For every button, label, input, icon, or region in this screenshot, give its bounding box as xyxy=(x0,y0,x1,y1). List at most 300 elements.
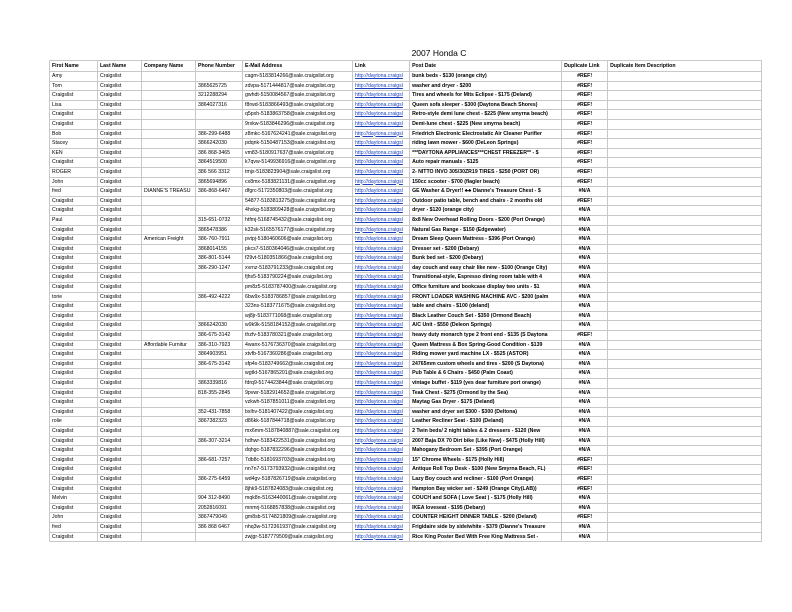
phone-cell: 386-310-7923 xyxy=(196,340,243,350)
link-cell[interactable]: http://daytona.craigsl xyxy=(353,417,410,427)
table-row xyxy=(50,215,762,225)
link-cell[interactable]: http://daytona.craigsl xyxy=(353,167,410,177)
first-name-cell: Craigslist xyxy=(50,91,98,101)
email-cell: zdvpa-5171444817@sale.craigslist.org xyxy=(243,81,353,91)
phone-cell xyxy=(196,465,243,475)
table-row xyxy=(50,311,762,321)
duplicate-link-cell: #N/A xyxy=(562,407,608,417)
post-cell: bunk beds - $130 (orange city) xyxy=(410,72,562,82)
duplicate-link-cell: #REF! xyxy=(562,91,608,101)
duplicate-description-cell xyxy=(608,350,762,360)
post-cell: table and chairs - $100 (deland) xyxy=(410,302,562,312)
header-duplicate-link[interactable]: Duplicate Link xyxy=(562,61,608,72)
duplicate-link-cell: #N/A xyxy=(562,388,608,398)
last-name-cell: Craigslist xyxy=(98,72,142,82)
link-cell[interactable]: http://daytona.craigsl xyxy=(353,446,410,456)
link-cell[interactable]: http://daytona.craigsl xyxy=(353,283,410,293)
header-email-address[interactable]: E-Mail Address xyxy=(243,61,353,72)
link-cell[interactable]: http://daytona.craigsl xyxy=(353,244,410,254)
table-row xyxy=(50,513,762,523)
table-body xyxy=(50,72,762,542)
link-cell[interactable]: http://daytona.craigsl xyxy=(353,158,410,168)
first-name-cell: Craigslist xyxy=(50,359,98,369)
email-cell: gm8sb-5174821809@sale.craigslist.org xyxy=(243,513,353,523)
post-cell: Hampton Bay wicker set - $249 (Orange City(LAB)) xyxy=(410,484,562,494)
post-cell: Frigidaire side by side/white - $379 (Dianne's Treasure xyxy=(410,522,562,532)
duplicate-description-cell xyxy=(608,522,762,532)
email-cell: zwjgr-5187779509@sale.craigslist.org xyxy=(243,532,353,542)
post-cell: Lazy Boy couch and recliner - $100 (Port Orange) xyxy=(410,474,562,484)
company-cell xyxy=(142,196,196,206)
phone-cell: 3212288294 xyxy=(196,91,243,101)
first-name-cell: Craigslist xyxy=(50,340,98,350)
link-cell[interactable]: http://daytona.craigsl xyxy=(353,388,410,398)
table-row xyxy=(50,148,762,158)
last-name-cell: Craigslist xyxy=(98,244,142,254)
phone-cell: 386 566 3312 xyxy=(196,167,243,177)
duplicate-description-cell xyxy=(608,321,762,331)
post-cell: Mahogany Bedroom Set - $395 (Port Orange) xyxy=(410,446,562,456)
table-row xyxy=(50,388,762,398)
email-cell: z8mkc-5167624241@sale.craigslist.org xyxy=(243,129,353,139)
last-name-cell: Craigslist xyxy=(98,359,142,369)
table-row xyxy=(50,244,762,254)
table-row xyxy=(50,139,762,149)
table-row xyxy=(50,263,762,273)
company-cell xyxy=(142,110,196,120)
first-name-cell: Craigslist xyxy=(50,311,98,321)
duplicate-link-cell: #REF! xyxy=(562,167,608,177)
phone-cell: 3865694896 xyxy=(196,177,243,187)
post-cell: Demi-lune chest - $225 (New smyrna beach) xyxy=(410,119,562,129)
duplicate-description-cell xyxy=(608,110,762,120)
header-duplicate-item-description[interactable]: Duplicate Item Description xyxy=(608,61,762,72)
link-cell[interactable]: http://daytona.craigsl xyxy=(353,484,410,494)
first-name-cell: torie xyxy=(50,292,98,302)
first-name-cell: Craigslist xyxy=(50,446,98,456)
link-cell[interactable]: http://daytona.craigsl xyxy=(353,273,410,283)
link-cell[interactable]: http://daytona.craigsl xyxy=(353,311,410,321)
duplicate-description-cell xyxy=(608,417,762,427)
last-name-cell: Craigslist xyxy=(98,532,142,542)
link-cell[interactable]: http://daytona.craigsl xyxy=(353,148,410,158)
link-cell[interactable]: http://daytona.craigsl xyxy=(353,321,410,331)
email-cell: thzfv-5183780321@sale.craigslist.org xyxy=(243,331,353,341)
first-name-cell: rolie xyxy=(50,417,98,427)
phone-cell: 3867382323 xyxy=(196,417,243,427)
duplicate-description-cell xyxy=(608,187,762,197)
last-name-cell: Craigslist xyxy=(98,407,142,417)
last-name-cell: Craigslist xyxy=(98,196,142,206)
link-cell[interactable]: http://daytona.craigsl xyxy=(353,350,410,360)
duplicate-description-cell xyxy=(608,474,762,484)
phone-cell: 904 312-8490 xyxy=(196,494,243,504)
link-cell[interactable]: http://daytona.craigsl xyxy=(353,263,410,273)
duplicate-description-cell xyxy=(608,139,762,149)
post-cell: Riding mower yard machine LX - $525 (ASTOR) xyxy=(410,350,562,360)
table-row xyxy=(50,503,762,513)
duplicate-link-cell: #REF! xyxy=(562,129,608,139)
company-cell xyxy=(142,206,196,216)
company-cell xyxy=(142,167,196,177)
duplicate-description-cell xyxy=(608,244,762,254)
link-cell[interactable]: http://daytona.craigsl xyxy=(353,100,410,110)
duplicate-description-cell xyxy=(608,331,762,341)
company-cell xyxy=(142,494,196,504)
duplicate-description-cell xyxy=(608,129,762,139)
last-name-cell: Craigslist xyxy=(98,311,142,321)
duplicate-link-cell: #N/A xyxy=(562,273,608,283)
duplicate-link-cell: #REF! xyxy=(562,119,608,129)
duplicate-description-cell xyxy=(608,81,762,91)
company-cell xyxy=(142,292,196,302)
link-cell[interactable]: http://daytona.craigsl xyxy=(353,235,410,245)
link-cell[interactable]: http://daytona.craigsl xyxy=(353,379,410,389)
first-name-cell: ROGER xyxy=(50,167,98,177)
post-cell: Transitional-style, Espresso dining room table with 4 xyxy=(410,273,562,283)
company-cell xyxy=(142,321,196,331)
table-row xyxy=(50,532,762,542)
first-name-cell: Craigslist xyxy=(50,158,98,168)
first-name-cell: Tom xyxy=(50,81,98,91)
header-company-name[interactable]: Company Name xyxy=(142,61,196,72)
last-name-cell: Craigslist xyxy=(98,110,142,120)
header-phone-number[interactable]: Phone Number xyxy=(196,61,243,72)
company-cell xyxy=(142,465,196,475)
duplicate-link-cell: #N/A xyxy=(562,532,608,542)
first-name-cell: Craigslist xyxy=(50,273,98,283)
table-row xyxy=(50,321,762,331)
company-cell xyxy=(142,417,196,427)
company-cell xyxy=(142,148,196,158)
company-cell xyxy=(142,91,196,101)
link-cell[interactable]: http://daytona.craigsl xyxy=(353,206,410,216)
link-cell[interactable]: http://daytona.craigsl xyxy=(353,215,410,225)
post-cell: A/C Unit - $550 (Deleon Springs) xyxy=(410,321,562,331)
first-name-cell: Craigslist xyxy=(50,196,98,206)
email-cell: w9k9k-5158184152@sale.craigslist.org xyxy=(243,321,353,331)
link-cell[interactable]: http://daytona.craigsl xyxy=(353,359,410,369)
first-name-cell: Lisa xyxy=(50,100,98,110)
duplicate-description-cell xyxy=(608,379,762,389)
table-row xyxy=(50,484,762,494)
duplicate-description-cell xyxy=(608,340,762,350)
first-name-cell: Melvin xyxy=(50,494,98,504)
duplicate-description-cell xyxy=(608,436,762,446)
email-cell: 6bw9x-5183786857@sale.craigslist.org xyxy=(243,292,353,302)
duplicate-link-cell: #N/A xyxy=(562,321,608,331)
post-cell: riding lawn mower - $600 (DeLeon Springs) xyxy=(410,139,562,149)
email-cell: cagm-5183814266@sale.craigslist.org xyxy=(243,72,353,82)
post-cell: 24765mm custom wheels and tires - $200 (S Daytona) xyxy=(410,359,562,369)
link-cell[interactable]: http://daytona.craigsl xyxy=(353,196,410,206)
link-cell[interactable]: http://daytona.craigsl xyxy=(353,110,410,120)
header-link[interactable]: Link xyxy=(353,61,410,72)
last-name-cell: Craigslist xyxy=(98,148,142,158)
post-cell: Retro-style demi lune chest - $225 (New smyrna beach) xyxy=(410,110,562,120)
first-name-cell: Craigslist xyxy=(50,474,98,484)
table-row xyxy=(50,436,762,446)
post-cell: Outdoor patio table, bench and chairs - 2 months old xyxy=(410,196,562,206)
link-cell[interactable]: http://daytona.craigsl xyxy=(353,292,410,302)
duplicate-link-cell: #N/A xyxy=(562,263,608,273)
header-first-name[interactable]: First Name xyxy=(50,61,98,72)
company-cell xyxy=(142,388,196,398)
link-cell[interactable]: http://daytona.craigsl xyxy=(353,331,410,341)
first-name-cell: Bob xyxy=(50,129,98,139)
last-name-cell: Craigslist xyxy=(98,302,142,312)
duplicate-link-cell: #N/A xyxy=(562,187,608,197)
duplicate-description-cell xyxy=(608,158,762,168)
duplicate-description-cell xyxy=(608,283,762,293)
email-cell: 8jhk9-5187824083@sale.craigslist.org xyxy=(243,484,353,494)
duplicate-link-cell: #N/A xyxy=(562,215,608,225)
post-cell: Teak Chest - $275 (Ormond by the Sea) xyxy=(410,388,562,398)
duplicate-link-cell: #REF! xyxy=(562,331,608,341)
post-cell: Office furniture and bookcase display two units - $1 xyxy=(410,283,562,293)
last-name-cell: Craigslist xyxy=(98,331,142,341)
phone-cell: 386-868-6467 xyxy=(196,187,243,197)
table-row xyxy=(50,187,762,197)
link-cell[interactable]: http://daytona.craigsl xyxy=(353,503,410,513)
phone-cell: 386-290-1247 xyxy=(196,263,243,273)
email-cell: hdhwr-5183422531@sale.craigslist.org xyxy=(243,436,353,446)
email-cell: 4hxkg-5183809428@sale.craigslist.org xyxy=(243,206,353,216)
link-cell[interactable]: http://daytona.craigsl xyxy=(353,465,410,475)
first-name-cell: Craigslist xyxy=(50,407,98,417)
company-cell xyxy=(142,215,196,225)
company-cell xyxy=(142,158,196,168)
duplicate-description-cell xyxy=(608,215,762,225)
duplicate-link-cell: #N/A xyxy=(562,369,608,379)
first-name-cell: Craigslist xyxy=(50,379,98,389)
link-cell[interactable]: http://daytona.craigsl xyxy=(353,398,410,408)
phone-cell: 386-492-4222 xyxy=(196,292,243,302)
table-row xyxy=(50,225,762,235)
company-cell xyxy=(142,484,196,494)
duplicate-description-cell xyxy=(608,465,762,475)
link-cell[interactable]: http://daytona.craigsl xyxy=(353,513,410,523)
phone-cell xyxy=(196,110,243,120)
last-name-cell: Craigslist xyxy=(98,81,142,91)
duplicate-description-cell xyxy=(608,369,762,379)
duplicate-description-cell xyxy=(608,235,762,245)
phone-cell: 386 868-3465 xyxy=(196,148,243,158)
duplicate-link-cell: #N/A xyxy=(562,235,608,245)
link-cell[interactable]: http://daytona.craigsl xyxy=(353,254,410,264)
duplicate-description-cell xyxy=(608,196,762,206)
duplicate-description-cell xyxy=(608,311,762,321)
duplicate-link-cell: #N/A xyxy=(562,503,608,513)
table-row xyxy=(50,494,762,504)
link-cell[interactable]: http://daytona.craigsl xyxy=(353,522,410,532)
first-name-cell: Craigslist xyxy=(50,244,98,254)
duplicate-link-cell: #REF! xyxy=(562,81,608,91)
first-name-cell: Craigslist xyxy=(50,254,98,264)
duplicate-link-cell: #N/A xyxy=(562,302,608,312)
duplicate-link-cell: #REF! xyxy=(562,100,608,110)
duplicate-link-cell: #N/A xyxy=(562,244,608,254)
table-row xyxy=(50,81,762,91)
duplicate-link-cell: #N/A xyxy=(562,283,608,293)
phone-cell xyxy=(196,311,243,321)
table-row xyxy=(50,302,762,312)
first-name-cell: Craigslist xyxy=(50,455,98,465)
last-name-cell: Craigslist xyxy=(98,158,142,168)
table-row xyxy=(50,455,762,465)
duplicate-link-cell: #N/A xyxy=(562,292,608,302)
table-row xyxy=(50,283,762,293)
link-cell[interactable]: http://daytona.craigsl xyxy=(353,302,410,312)
company-cell xyxy=(142,513,196,523)
last-name-cell: Craigslist xyxy=(98,215,142,225)
post-cell: Bunk bed set - $200 (Debary) xyxy=(410,254,562,264)
email-cell: k32sk-5165576177@sale.craigslist.org xyxy=(243,225,353,235)
link-cell[interactable]: http://daytona.craigsl xyxy=(353,91,410,101)
email-cell: f8rwd-5183866493@sale.craigslist.org xyxy=(243,100,353,110)
post-cell: Queen Mattress & Box Spring-Good Condition - $139 xyxy=(410,340,562,350)
post-cell: washer and dryer set $300 - $300 (Deltona) xyxy=(410,407,562,417)
table-row xyxy=(50,196,762,206)
email-cell: mx6mm-5187840887@sale.craigslist.org xyxy=(243,426,353,436)
email-cell: 4wanx-5176736370@sale.craigslist.org xyxy=(243,340,353,350)
last-name-cell: Craigslist xyxy=(98,129,142,139)
link-cell[interactable]: http://daytona.craigsl xyxy=(353,455,410,465)
last-name-cell: Craigslist xyxy=(98,522,142,532)
duplicate-description-cell xyxy=(608,72,762,82)
duplicate-description-cell xyxy=(608,292,762,302)
phone-cell xyxy=(196,446,243,456)
duplicate-link-cell: #N/A xyxy=(562,206,608,216)
header-last-name[interactable]: Last Name xyxy=(98,61,142,72)
link-cell[interactable]: http://daytona.craigsl xyxy=(353,407,410,417)
email-cell: wgtkt-5167865201@sale.craigslist.org xyxy=(243,369,353,379)
post-cell: Leather Recliner Seat - $100 (Deland) xyxy=(410,417,562,427)
link-cell[interactable]: http://daytona.craigsl xyxy=(353,139,410,149)
table-row xyxy=(50,110,762,120)
phone-cell xyxy=(196,72,243,82)
first-name-cell: Craigslist xyxy=(50,436,98,446)
duplicate-description-cell xyxy=(608,446,762,456)
phone-cell: 386-299-6488 xyxy=(196,129,243,139)
email-cell: pm8z5-5183787400@sale.craigslist.org xyxy=(243,283,353,293)
email-cell: xvrnz-5183791233@sale.craigslist.org xyxy=(243,263,353,273)
table-row xyxy=(50,100,762,110)
first-name-cell: fred xyxy=(50,187,98,197)
phone-cell: 315-651-0732 xyxy=(196,215,243,225)
spreadsheet xyxy=(49,46,761,542)
link-cell[interactable]: http://daytona.craigsl xyxy=(353,187,410,197)
link-cell[interactable]: http://daytona.craigsl xyxy=(353,532,410,542)
table-row xyxy=(50,273,762,283)
last-name-cell: Craigslist xyxy=(98,484,142,494)
phone-cell: 386-675-3142 xyxy=(196,359,243,369)
company-cell xyxy=(142,177,196,187)
phone-cell: 3868014155 xyxy=(196,244,243,254)
duplicate-description-cell xyxy=(608,407,762,417)
last-name-cell: Craigslist xyxy=(98,139,142,149)
phone-cell xyxy=(196,398,243,408)
link-cell[interactable]: http://daytona.craigsl xyxy=(353,225,410,235)
table-row xyxy=(50,522,762,532)
duplicate-link-cell: #REF! xyxy=(562,110,608,120)
table-row xyxy=(50,235,762,245)
company-cell xyxy=(142,350,196,360)
first-name-cell: Craigslist xyxy=(50,283,98,293)
last-name-cell: Craigslist xyxy=(98,446,142,456)
duplicate-description-cell xyxy=(608,532,762,542)
phone-cell xyxy=(196,302,243,312)
duplicate-description-cell xyxy=(608,119,762,129)
first-name-cell: Craigslist xyxy=(50,369,98,379)
last-name-cell: Craigslist xyxy=(98,513,142,523)
header-post-date[interactable]: Post Date xyxy=(410,61,562,72)
last-name-cell: Craigslist xyxy=(98,494,142,504)
link-cell[interactable]: http://daytona.craigsl xyxy=(353,494,410,504)
company-cell xyxy=(142,426,196,436)
first-name-cell: KEN xyxy=(50,148,98,158)
link-cell[interactable]: http://daytona.craigsl xyxy=(353,119,410,129)
post-cell: washer and dryer - $200 xyxy=(410,81,562,91)
table-row xyxy=(50,91,762,101)
first-name-cell: Stacey xyxy=(50,139,98,149)
email-cell: wd4gv-5187826719@sale.craigslist.org xyxy=(243,474,353,484)
duplicate-description-cell xyxy=(608,388,762,398)
duplicate-link-cell: #REF! xyxy=(562,474,608,484)
post-cell: FRONT LOADER WASHING MACHINE AVC - $200 (palm xyxy=(410,292,562,302)
link-cell[interactable]: http://daytona.craigsl xyxy=(353,426,410,436)
link-cell[interactable]: http://daytona.craigsl xyxy=(353,81,410,91)
link-cell[interactable]: http://daytona.craigsl xyxy=(353,129,410,139)
table-row xyxy=(50,369,762,379)
duplicate-link-cell: #N/A xyxy=(562,446,608,456)
link-cell[interactable]: http://daytona.craigsl xyxy=(353,369,410,379)
link-cell[interactable]: http://daytona.craigsl xyxy=(353,340,410,350)
last-name-cell: Craigslist xyxy=(98,455,142,465)
table-row xyxy=(50,379,762,389)
phone-cell: 2052816091 xyxy=(196,503,243,513)
last-name-cell: Craigslist xyxy=(98,474,142,484)
duplicate-description-cell xyxy=(608,455,762,465)
email-cell: nn7n7-5173793932@sale.craigslist.org xyxy=(243,465,353,475)
email-cell: mqk8n-5163440061@sale.craigslist.org xyxy=(243,494,353,504)
table-row xyxy=(50,129,762,139)
company-cell: DIANNE'S TREASU xyxy=(142,187,196,197)
last-name-cell: Craigslist xyxy=(98,206,142,216)
link-cell[interactable]: http://daytona.craigsl xyxy=(353,72,410,82)
duplicate-description-cell xyxy=(608,302,762,312)
first-name-cell: Craigslist xyxy=(50,503,98,513)
link-cell[interactable]: http://daytona.craigsl xyxy=(353,177,410,187)
post-cell: 15" Chrome Wheels - $175 (Holly Hill) xyxy=(410,455,562,465)
link-cell[interactable]: http://daytona.craigsl xyxy=(353,474,410,484)
email-cell: wj8jr-5183771068@sale.craigslist.org xyxy=(243,311,353,321)
first-name-cell: Craigslist xyxy=(50,302,98,312)
link-cell[interactable]: http://daytona.craigsl xyxy=(353,436,410,446)
first-name-cell: John xyxy=(50,177,98,187)
duplicate-description-cell xyxy=(608,494,762,504)
phone-cell xyxy=(196,532,243,542)
table-row xyxy=(50,72,762,82)
phone-cell xyxy=(196,273,243,283)
first-name-cell: Craigslist xyxy=(50,321,98,331)
company-cell xyxy=(142,474,196,484)
email-cell: f29vt-5180351866@sale.craigslist.org xyxy=(243,254,353,264)
email-cell: pdqnk-5150487153@sale.craigslist.org xyxy=(243,139,353,149)
duplicate-link-cell: #N/A xyxy=(562,417,608,427)
duplicate-link-cell: #N/A xyxy=(562,350,608,360)
last-name-cell: Craigslist xyxy=(98,187,142,197)
